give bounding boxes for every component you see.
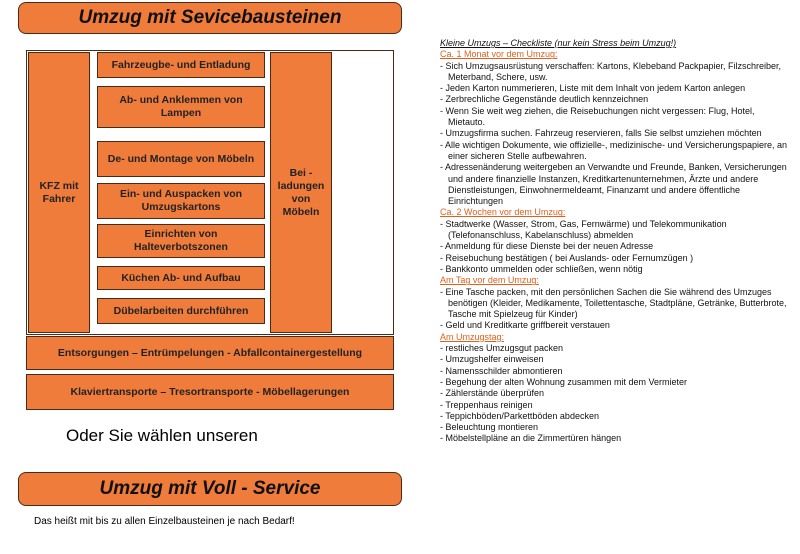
checklist-item: - Wenn Sie weit weg ziehen, die Reisebuchungen nicht vergessen: Flug, Hotel, Mietauto. (440, 106, 790, 129)
service-box (97, 266, 265, 290)
checklist-item: - Jeden Karton nummerieren, Liste mit dem Inhalt von jedem Karton anlegen (440, 83, 790, 94)
checklist-item: - Anmeldung für diese Dienste bei der neuen Adresse (440, 241, 790, 252)
checklist (440, 38, 790, 445)
service-box (97, 86, 265, 128)
box-beiladungen (270, 52, 332, 333)
checklist-item: - restliches Umzugsgut packen (440, 343, 790, 354)
service-box-label: Ab- und Anklemmen von Lampen (119, 94, 243, 119)
service-box-label: Ein- und Auspacken von Umzugskartons (119, 188, 243, 213)
service-box (97, 224, 265, 258)
checklist-item: - Adressenänderung weitergeben an Verwandte und Freunde, Banken, Versicherungen und andere finanzielle Instanzen, Kreditkartenunternehmen, Ärzte und andere Dienstleistungen, Einwohnermeldeamt, Finanzamt und andere öffentliche Einrichtungen (440, 162, 790, 207)
checklist-item: - Stadtwerke (Wasser, Strom, Gas, Fernwärme) und Telekommunikation (Telefonanschluss, Kabelanschluss) abmelden (440, 219, 790, 242)
box-kfz-label: KFZ mit Fahrer (39, 179, 79, 205)
checklist-item: - Teppichböden/Parkettböden abdecken (440, 411, 790, 422)
checklist-item: - Sich Umzugsausrüstung verschaffen: Kartons, Klebeband Packpapier, Filzschreiber, Meterband, Schere, usw. (440, 61, 790, 84)
bottom-banner-text: Umzug mit Voll - Service (99, 478, 321, 499)
checklist-item: - Zählerstände überprüfen (440, 388, 790, 399)
top-banner (18, 2, 402, 34)
checklist-item: - Bankkonto ummelden oder schließen, wenn nötig (440, 264, 790, 275)
top-banner-text: Umzug mit Sevicebausteinen (78, 7, 342, 28)
service-box (97, 52, 265, 78)
service-box-label: Dübelarbeiten durchführen (113, 304, 249, 317)
checklist-item: - Umzugshelfer einweisen (440, 354, 790, 365)
checklist-item: - Namensschilder abmontieren (440, 366, 790, 377)
checklist-item: - Umzugsfirma suchen. Fahrzeug reservieren, falls Sie selbst umziehen möchten (440, 128, 790, 139)
wide-box-entsorgung (26, 336, 394, 370)
checklist-item: - Beleuchtung montieren (440, 422, 790, 433)
checklist-item: - Reisebuchung bestätigen ( bei Auslands- oder Fernumzügen ) (440, 253, 790, 264)
service-box-label: Fahrzeugbe- und Entladung (111, 58, 251, 71)
checklist-title: Kleine Umzugs – Checkliste (nur kein Stress beim Umzug!) (440, 38, 677, 48)
wide-box-label: Entsorgungen – Entrümpelungen - Abfallcontainergestellung (57, 346, 363, 359)
checklist-item: - Begehung der alten Wohnung zusammen mit dem Vermieter (440, 377, 790, 388)
checklist-item: - Alle wichtigen Dokumente, wie offizielle-, medizinische- und Versicherungspapiere, an einer sicheren Stelle aufbewahren. (440, 140, 790, 163)
checklist-item: - Eine Tasche packen, mit den persönlichen Sachen die Sie während des Umzuges benötigen (Kleider, Medikamente, Toilettentasche, Stadtpläne, Getränke, Butterbrote, Tasche mit Spielzeug für Kinder) (440, 287, 790, 321)
checklist-item: - Zerbrechliche Gegenstände deutlich kennzeichnen (440, 94, 790, 105)
checklist-item: - Möbelstellpläne an die Zimmertüren hängen (440, 433, 790, 444)
wide-box-label: Klaviertransporte – Tresortransporte - Möbellagerungen (70, 385, 350, 398)
section-heading: Am Umzugstag: (440, 331, 505, 342)
wide-box-klavier (26, 374, 394, 410)
footnote: Das heißt mit bis zu allen Einzelbausteinen je nach Bedarf! (34, 516, 295, 527)
service-box (97, 141, 265, 177)
service-box-label: De- und Montage von Möbeln (107, 152, 255, 165)
bottom-banner (18, 472, 402, 506)
service-box-label: Küchen Ab- und Aufbau (121, 271, 241, 284)
service-box-label: Einrichten von Halteverbotszonen (134, 228, 228, 253)
checklist-item: - Treppenhaus reinigen (440, 400, 790, 411)
checklist-item: - Geld und Kreditkarte griffbereit verstauen (440, 320, 790, 331)
service-box (97, 298, 265, 324)
box-beiladungen-label: Bei - ladungen von Möbeln (277, 166, 325, 218)
middle-text: Oder Sie wählen unseren (66, 426, 258, 445)
section-heading: Ca. 1 Monat vor dem Umzug: (440, 49, 558, 60)
section-heading: Ca. 2 Wochen vor dem Umzug: (440, 207, 566, 218)
service-box (97, 183, 265, 219)
box-kfz (28, 52, 90, 333)
section-heading: Am Tag vor dem Umzug: (440, 275, 539, 286)
